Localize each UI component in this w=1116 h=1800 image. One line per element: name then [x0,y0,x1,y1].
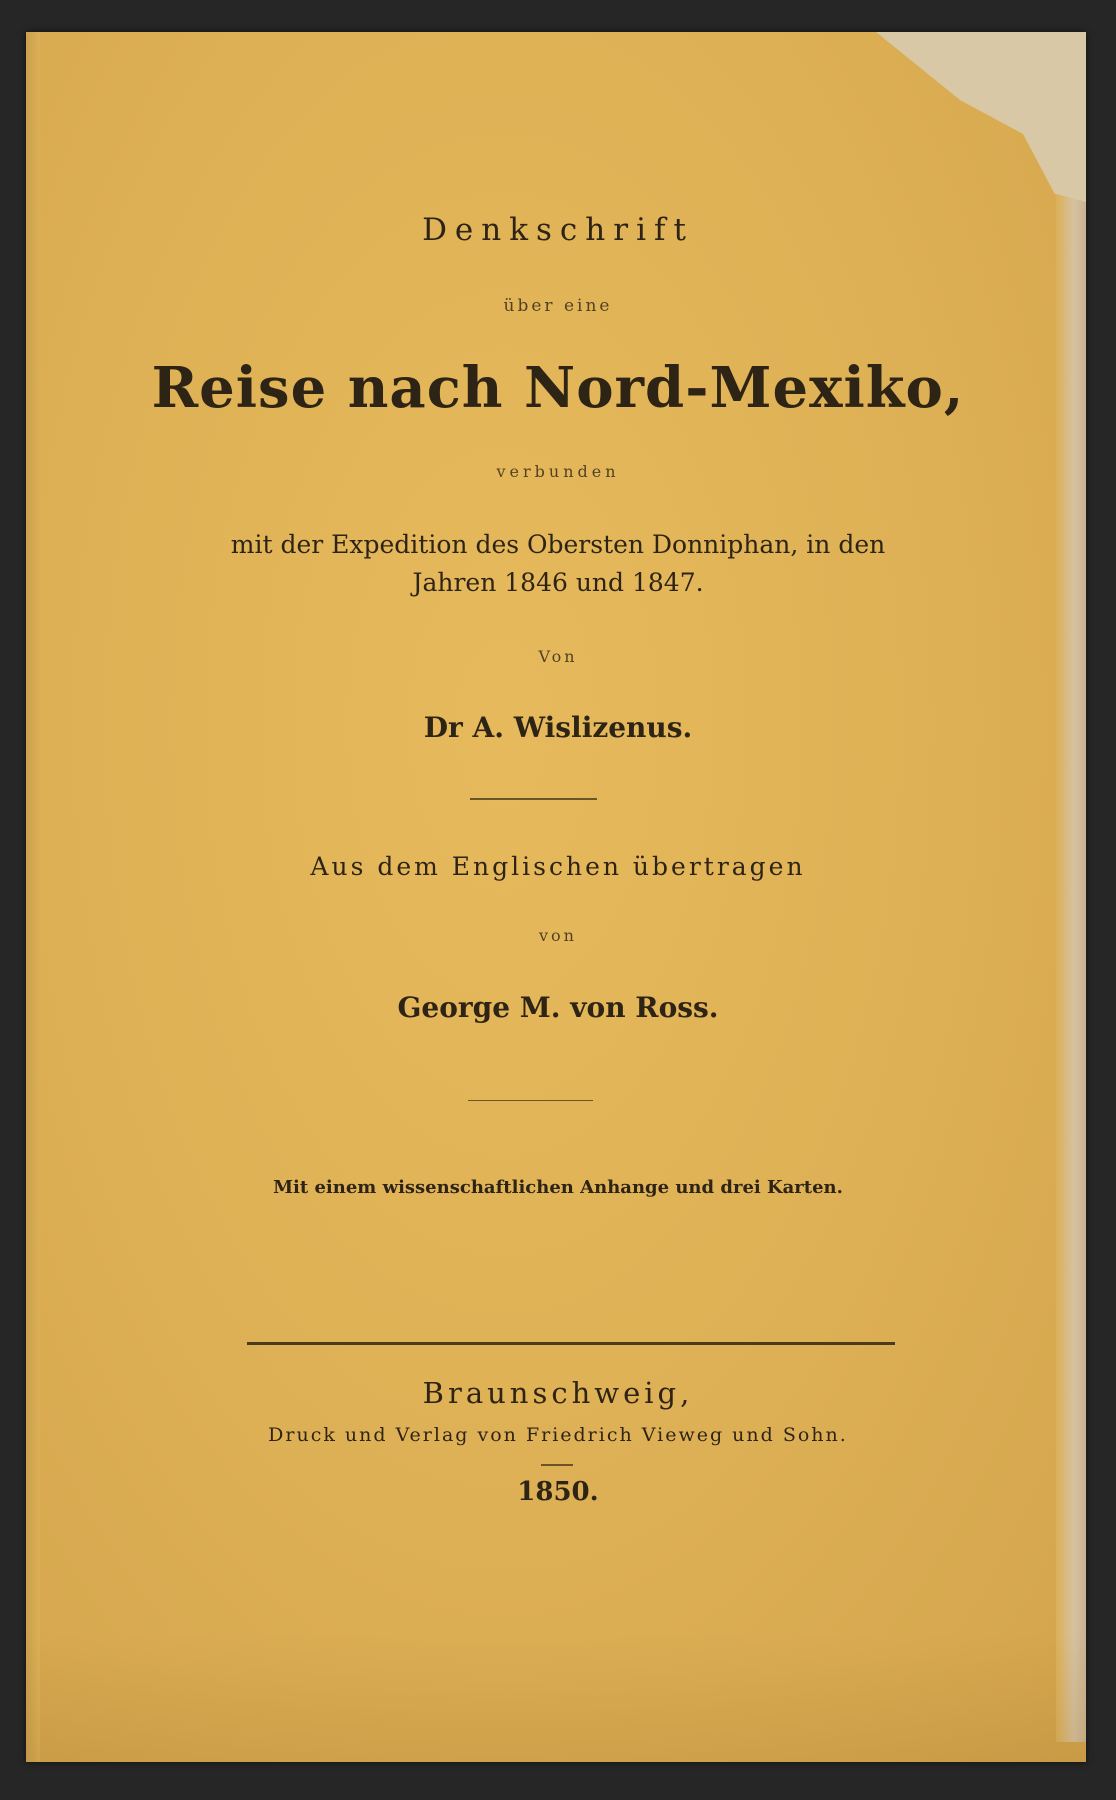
subtitle-verbunden: verbunden [496,462,620,481]
cover-bottom-wear [26,1632,1086,1762]
subtitle-ueber-eine: über eine [503,296,613,316]
book-title: Reise nach Nord-Mexiko, [151,355,965,421]
author-name: Dr A. Wislizenus. [423,711,693,744]
divider-rule-2 [468,1100,593,1101]
by-label: Von [538,647,578,666]
by-label-2: von [539,926,577,945]
publisher: Druck und Verlag von Friedrich Vieweg und Sohn. [268,1424,848,1446]
subtitle-denkschrift: Denkschrift [422,212,694,248]
publication-place: Braunschweig, [422,1376,694,1410]
short-divider-rule [541,1464,573,1466]
subtitle-expedition: mit der Expedition des Obersten Donniphan, in den [230,530,886,559]
translator-name: George M. von Ross. [397,991,719,1024]
translation-note: Aus dem Englischen übertragen [310,852,806,881]
torn-corner [876,32,1086,202]
subtitle-years: Jahren 1846 und 1847. [412,568,704,597]
publication-year: 1850. [517,1477,599,1507]
divider-rule [470,798,597,800]
long-divider-rule [247,1342,895,1345]
appendix-note: Mit einem wissenschaftlichen Anhange und drei Karten. [273,1177,843,1198]
